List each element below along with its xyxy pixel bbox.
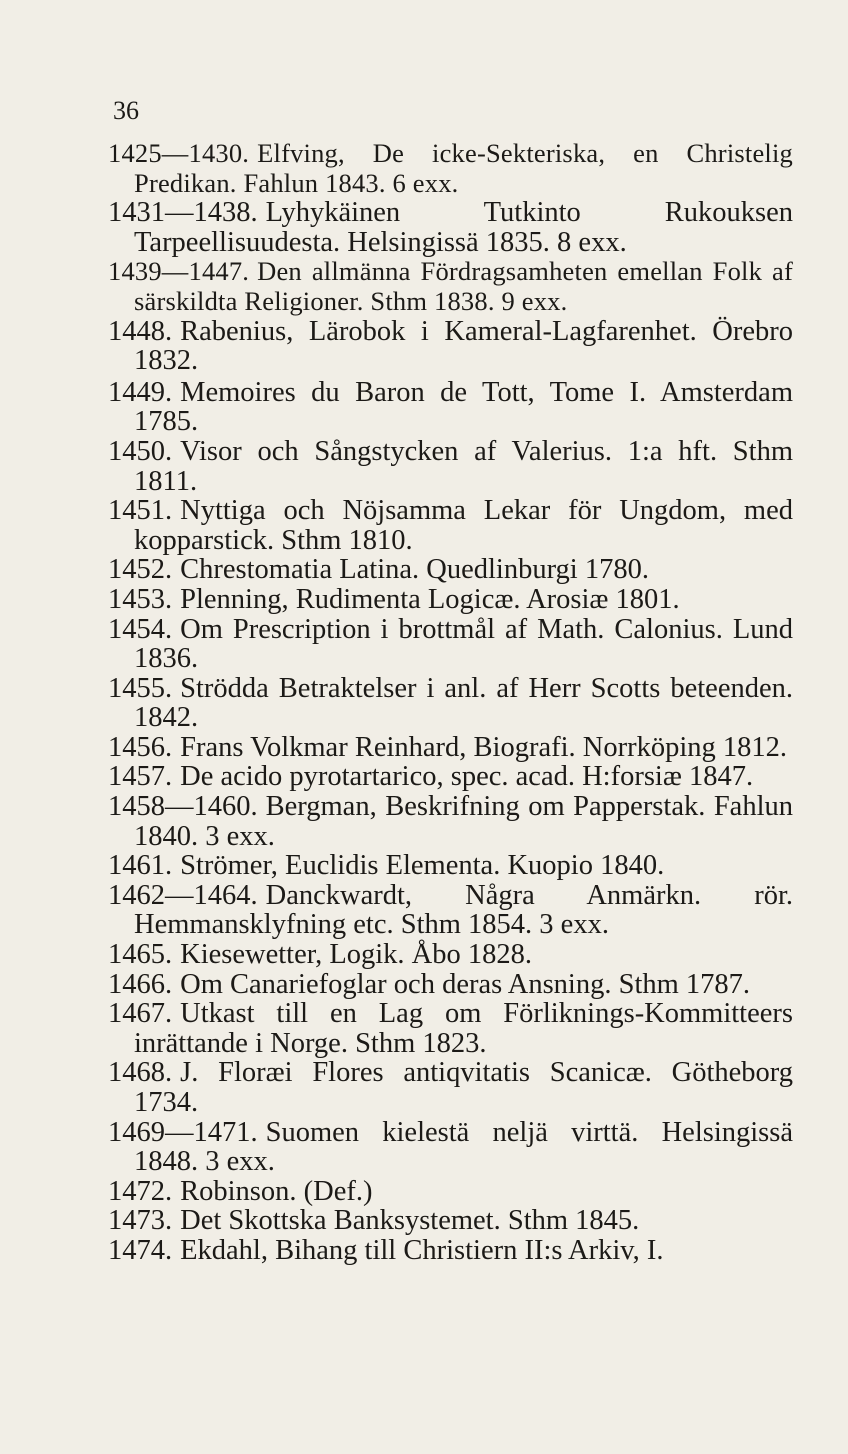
entry-text: Om Canariefoglar och deras Ansning. Sthm 1787. [180, 968, 751, 1000]
entry-number: 1456. [108, 731, 173, 763]
catalog-entry [108, 585, 793, 615]
entry-text: Den allmänna Fördragsamheten emellan Folk af särskildta Religioner. Sthm 1838. 9 exx. [134, 256, 793, 316]
entry-number: 1462—1464. [108, 879, 258, 911]
entry-number: 1473. [108, 1205, 173, 1237]
entry-number: 1466. [108, 968, 173, 1000]
entry-number: 1452. [108, 554, 173, 586]
entry-text: Strödda Betraktelser i anl. af Herr Scotts beteenden. 1842. [134, 672, 793, 734]
catalog-entry [108, 851, 793, 881]
entry-number: 1457. [108, 761, 173, 793]
entry-number: 1454. [108, 613, 173, 645]
entry-number: 1465. [108, 939, 173, 971]
entry-text: Om Prescription i brottmål af Math. Calonius. Lund 1836. [134, 613, 793, 675]
entry-text: Rabenius, Lärobok i Kameral-Lagfarenhet. Örebro 1832. [134, 315, 793, 377]
entry-number: 1455. [108, 672, 173, 704]
entry-number: 1425—1430. [108, 138, 250, 168]
catalog-entry [108, 378, 793, 437]
entry-text: Nyttiga och Nöjsamma Lekar för Ungdom, med kopparstick. Sthm 1810. [134, 495, 793, 556]
catalog-entry [108, 1206, 793, 1236]
catalog-entry [108, 792, 793, 851]
entry-number: 1450. [108, 435, 173, 467]
entry-number: 1439—1447. [108, 256, 250, 287]
catalog-entry [108, 674, 793, 733]
catalog-entry [108, 733, 793, 763]
catalog-entry [108, 1236, 793, 1266]
entry-text: De acido pyrotartarico, spec. acad. H:forsiæ 1847. [180, 761, 754, 793]
entry-number: 1461. [108, 850, 173, 882]
catalog-entry [108, 1118, 793, 1177]
entry-number: 1458—1460. [108, 791, 258, 823]
catalog-entries [108, 139, 793, 1266]
entry-text: Utkast till en Lag om Förliknings-Kommitteers inrättande i Norge. Sthm 1823. [134, 998, 793, 1059]
entry-number: 1448. [108, 315, 173, 347]
catalog-entry [108, 940, 793, 970]
catalog-entry [108, 1177, 793, 1207]
catalog-entry [108, 881, 793, 940]
entry-text: Robinson. (Def.) [180, 1175, 373, 1207]
entry-number: 1449. [108, 376, 173, 408]
entry-text: Det Skottska Banksystemet. Sthm 1845. [180, 1205, 640, 1237]
entry-text: Bergman, Beskrifning om Papperstak. Fahlun 1840. 3 exx. [134, 791, 793, 852]
entry-text: Chrestomatia Latina. Quedlinburgi 1780. [180, 554, 649, 586]
entry-text: Strömer, Euclidis Elementa. Kuopio 1840. [180, 850, 665, 882]
entry-text: Ekdahl, Bihang till Christiern II:s Arkiv, I. [180, 1234, 664, 1266]
entry-text: Plenning, Rudimenta Logicæ. Arosiæ 1801. [180, 583, 680, 615]
entry-text: J. Floræi Flores antiqvitatis Scanicæ. Götheborg 1734. [134, 1057, 793, 1118]
entry-number: 1431—1438. [108, 197, 258, 229]
catalog-entry [108, 615, 793, 674]
catalog-entry [108, 1058, 793, 1117]
entry-number: 1467. [108, 998, 173, 1030]
entry-text: Danckwardt, Några Anmärkn. rör. Hemmansklyfning etc. Sthm 1854. 3 exx. [134, 879, 793, 941]
entry-text: Frans Volkmar Reinhard, Biografi. Norrköping 1812. [180, 731, 788, 763]
entry-number: 1451. [108, 495, 173, 527]
catalog-entry [108, 555, 793, 585]
entry-number: 1453. [108, 583, 173, 615]
catalog-entry [108, 198, 793, 257]
catalog-entry [108, 970, 793, 1000]
entry-text: Kiesewetter, Logik. Åbo 1828. [180, 939, 532, 971]
catalog-entry [108, 317, 793, 376]
entry-text: Suomen kielestä neljä virttä. Helsingissä 1848. 3 exx. [134, 1116, 793, 1178]
catalog-entry [108, 257, 793, 316]
catalog-entry [108, 437, 793, 496]
page-number: 36 [113, 96, 139, 125]
catalog-entry [108, 139, 793, 198]
catalog-entry [108, 496, 793, 555]
entry-number: 1468. [108, 1057, 173, 1089]
entry-text: Memoires du Baron de Tott, Tome I. Amsterdam 1785. [134, 376, 793, 438]
entry-text: Visor och Sångstycken af Valerius. 1:a hft. Sthm 1811. [134, 435, 793, 497]
catalog-entry [108, 999, 793, 1058]
catalog-entry [108, 762, 793, 792]
entry-text: Elfving, De icke-Sekteriska, en Christelig Predikan. Fahlun 1843. 6 exx. [134, 138, 793, 198]
entry-number: 1469—1471. [108, 1116, 258, 1148]
entry-text: Lyhykäinen Tutkinto Rukouksen Tarpeellisuudesta. Helsingissä 1835. 8 exx. [134, 197, 793, 258]
entry-number: 1472. [108, 1175, 173, 1207]
entry-number: 1474. [108, 1234, 173, 1266]
